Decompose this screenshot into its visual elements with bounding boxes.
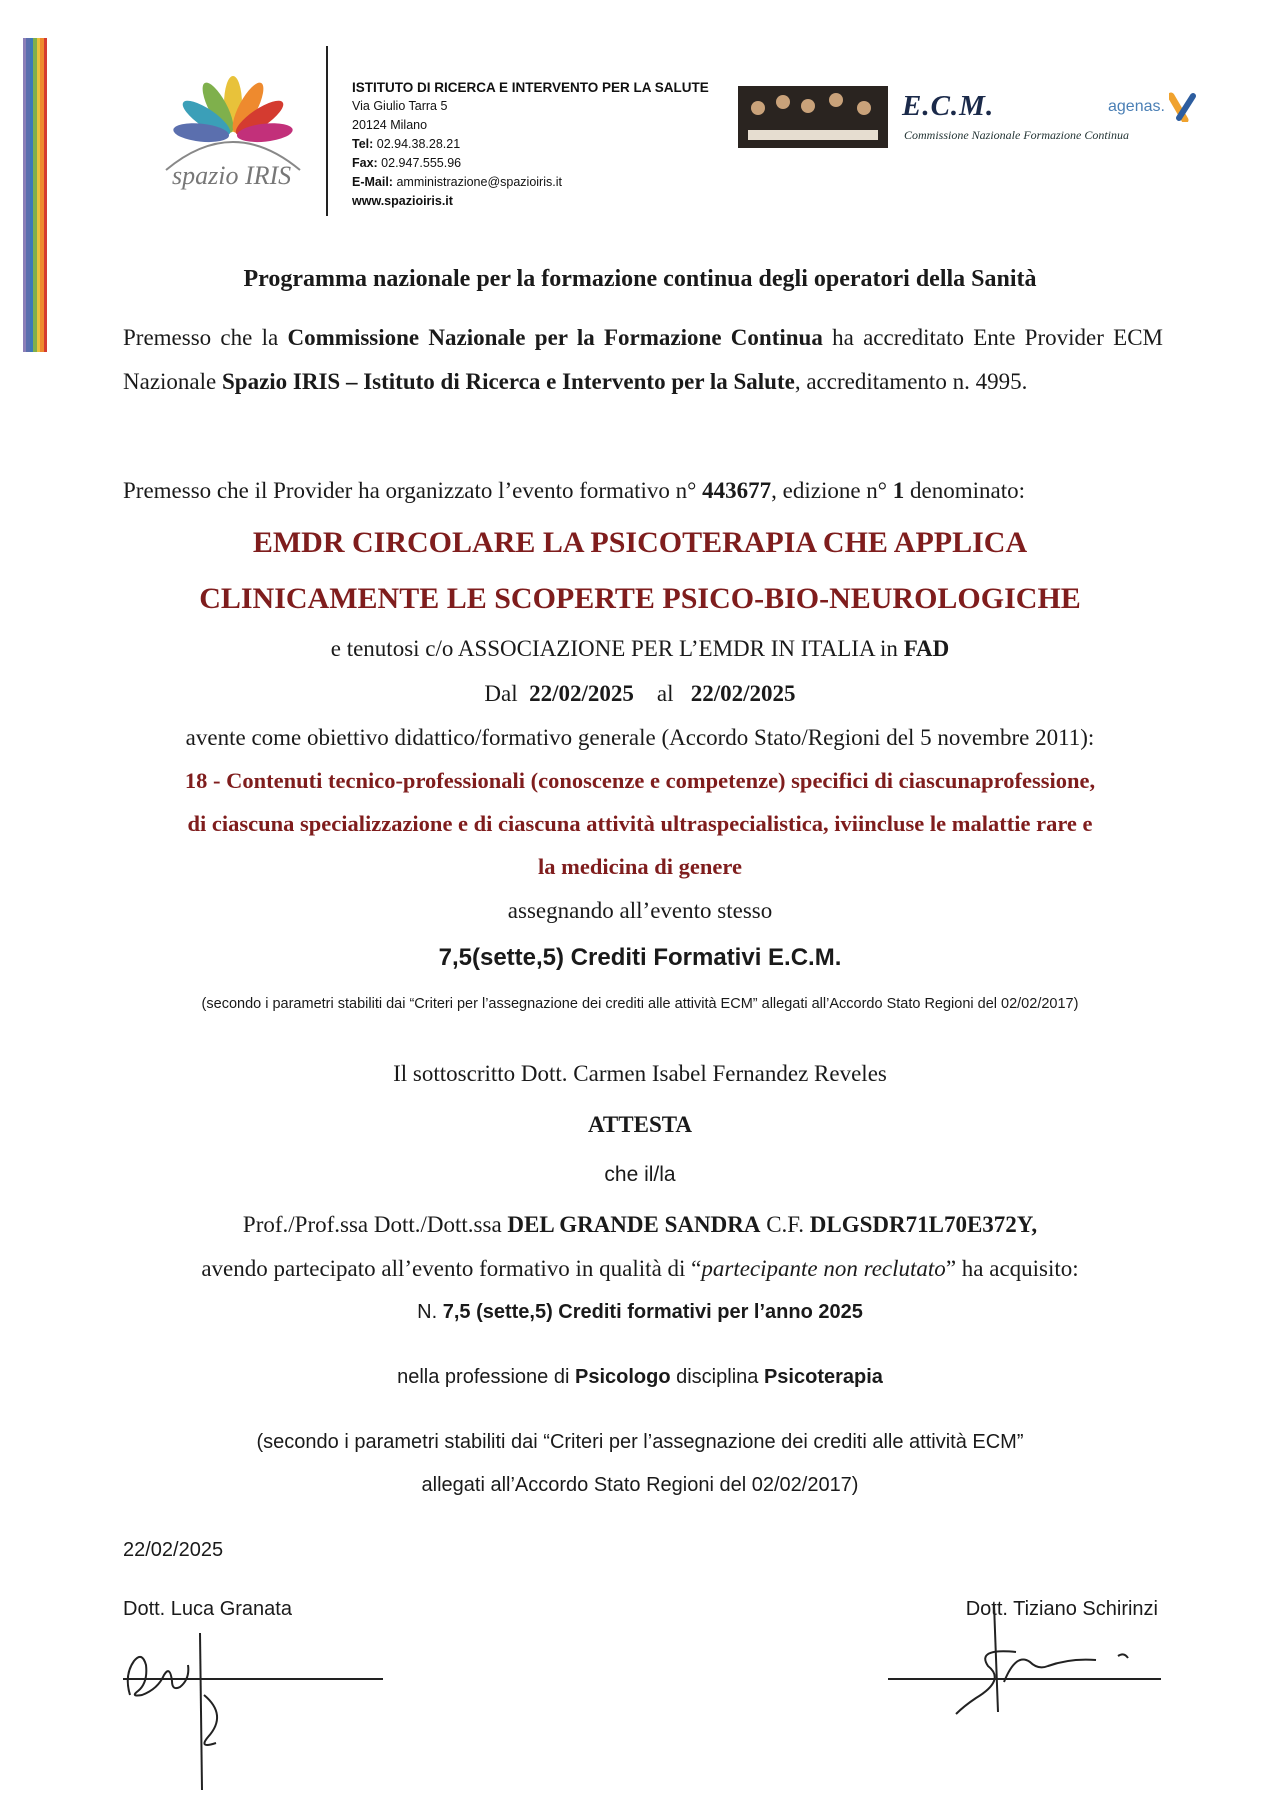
header-divider xyxy=(326,46,328,216)
email-value: amministrazione@spazioiris.it xyxy=(392,175,562,189)
institute-name: ISTITUTO DI RICERCA E INTERVENTO PER LA SALUTE xyxy=(352,80,709,95)
cf-comma: , xyxy=(1031,1212,1038,1237)
acquired-credits: 7,5 (sette,5) Crediti formativi per l’anno 2025 xyxy=(442,1301,863,1323)
signature-left-image xyxy=(120,1625,250,1795)
provider-name: Spazio IRIS – Istituto di Ricerca e Intervento per la Salute xyxy=(221,369,795,394)
objective-line3: la medicina di genere xyxy=(538,854,742,879)
signer-right-name: Dott. Tiziano Schirinzi xyxy=(965,1598,1158,1620)
profession: Psicologo xyxy=(574,1366,671,1388)
institute-info xyxy=(352,78,709,211)
acquired-credits-line xyxy=(0,1301,1280,1324)
ecm-subtitle: Commissione Nazionale Formazione Continua xyxy=(904,128,1130,142)
p2-text: denominato: xyxy=(904,478,1025,503)
tel-line xyxy=(352,135,709,154)
website: www.spazioiris.it xyxy=(352,194,453,208)
participation-text: avendo partecipato all’evento formativo in qualità di “ xyxy=(201,1256,702,1281)
address-line2: 20124 Milano xyxy=(352,118,428,132)
participant-role: partecipante non reclutato xyxy=(701,1256,946,1281)
issue-date: 22/02/2025 xyxy=(123,1539,224,1561)
date-from-label: Dal xyxy=(484,681,518,706)
fax-line xyxy=(352,154,709,173)
paragraph-accreditation xyxy=(123,316,1163,404)
venue-mode: FAD xyxy=(903,636,950,661)
spazio-iris-logo xyxy=(158,74,308,200)
criteria-note-small: (secondo i parametri stabiliti dai “Criteri per l’assegnazione dei crediti alle attività ECM” allegati all’Accordo Stato Regioni del 02/02/2017) xyxy=(201,996,1079,1012)
iris-petals-icon xyxy=(172,76,293,145)
date-to-label: al xyxy=(656,681,674,706)
p1-text: ha accreditato Ente Provider ECM Nazionale xyxy=(123,325,1163,394)
date-from: 22/02/2025 xyxy=(529,681,634,706)
event-venue xyxy=(0,636,1280,662)
tel-label: Tel: xyxy=(352,137,374,151)
p1-text: , accreditamento n. 4995. xyxy=(794,369,1028,394)
undersigned: Il sottoscritto Dott. Carmen Isabel Fernandez Reveles xyxy=(393,1061,887,1086)
address-line1: Via Giulio Tarra 5 xyxy=(352,99,448,113)
email-line xyxy=(352,173,709,192)
criteria-line1: (secondo i parametri stabiliti dai “Criteri per l’assegnazione dei crediti alle attività ECM” xyxy=(256,1431,1024,1453)
fiscal-code: DLGSDR71L70E372Y xyxy=(809,1212,1032,1237)
fax-value: 02.947.555.96 xyxy=(377,156,462,170)
event-title-line1: EMDR CIRCOLARE LA PSICOTERAPIA CHE APPLICA xyxy=(252,526,1028,559)
date-to: 22/02/2025 xyxy=(690,681,796,706)
objective-line2: di ciascuna specializzazione e di ciascuna attività ultraspecialistica, iviincluse le malattie rare e xyxy=(187,811,1093,836)
email-label: E-Mail: xyxy=(352,175,393,189)
event-number: 443677 xyxy=(702,478,772,503)
objective-intro: avente come obiettivo didattico/formativo generale (Accordo Stato/Regioni del 5 novembre 2011): xyxy=(185,725,1095,750)
event-dates xyxy=(0,681,1280,707)
edition-number: 1 xyxy=(892,478,905,503)
che-il-la: che il/la xyxy=(604,1163,676,1186)
agenas-logo xyxy=(1108,92,1197,122)
signature-right-image xyxy=(946,1600,1136,1720)
tel-value: 02.94.38.28.21 xyxy=(373,137,461,151)
objective-line1: 18 - Contenuti tecnico-professionali (conoscenze e competenze) specifici di ciascunaprofessione, xyxy=(184,768,1096,793)
venue-text: e tenutosi c/o ASSOCIAZIONE PER L’EMDR IN ITALIA in xyxy=(330,636,904,661)
paragraph-event xyxy=(123,478,1025,504)
participation-line xyxy=(0,1256,1280,1282)
n-label: N. xyxy=(417,1301,443,1323)
participant-name: DEL GRANDE SANDRA xyxy=(507,1212,761,1237)
ecm-title: E.C.M. xyxy=(902,90,995,122)
event-credits: 7,5(sette,5) Crediti Formativi E.C.M. xyxy=(438,944,842,971)
profession-text: nella professione di xyxy=(397,1366,575,1388)
rainbow-edge-bar xyxy=(23,38,47,352)
participation-text: ” ha acquisito: xyxy=(945,1256,1079,1281)
cf-label: C.F. xyxy=(760,1212,810,1237)
criteria-line2: allegati all’Accordo Stato Regioni del 02/02/2017) xyxy=(421,1474,859,1496)
assign-text: assegnando all’evento stesso xyxy=(507,898,773,923)
profession-text: disciplina xyxy=(670,1366,764,1388)
attesta-heading: ATTESTA xyxy=(588,1112,692,1137)
p1-text: Premesso che la xyxy=(123,325,288,350)
logo-text: spazio IRIS xyxy=(172,161,292,190)
prof-title-text: Prof./Prof.ssa Dott./Dott.ssa xyxy=(242,1212,508,1237)
commission-name: Commissione Nazionale per la Formazione Continua xyxy=(287,325,823,350)
p2-text: Premesso che il Provider ha organizzato l’evento formativo n° xyxy=(123,478,703,503)
agenas-mark-icon xyxy=(1169,92,1197,122)
p2-text: , edizione n° xyxy=(771,478,893,503)
discipline: Psicoterapia xyxy=(763,1366,883,1388)
ecm-painting-image xyxy=(738,86,888,148)
signer-left-name: Dott. Luca Granata xyxy=(123,1598,292,1620)
participant-line xyxy=(0,1212,1280,1238)
fax-label: Fax: xyxy=(352,156,378,170)
profession-line xyxy=(0,1366,1280,1389)
event-title-line2: CLINICAMENTE LE SCOPERTE PSICO-BIO-NEUROLOGICHE xyxy=(199,582,1081,615)
program-title: Programma nazionale per la formazione continua degli operatori della Sanità xyxy=(243,266,1037,292)
rainbow-stripe xyxy=(44,38,47,352)
agenas-text: agenas. xyxy=(1108,98,1165,116)
